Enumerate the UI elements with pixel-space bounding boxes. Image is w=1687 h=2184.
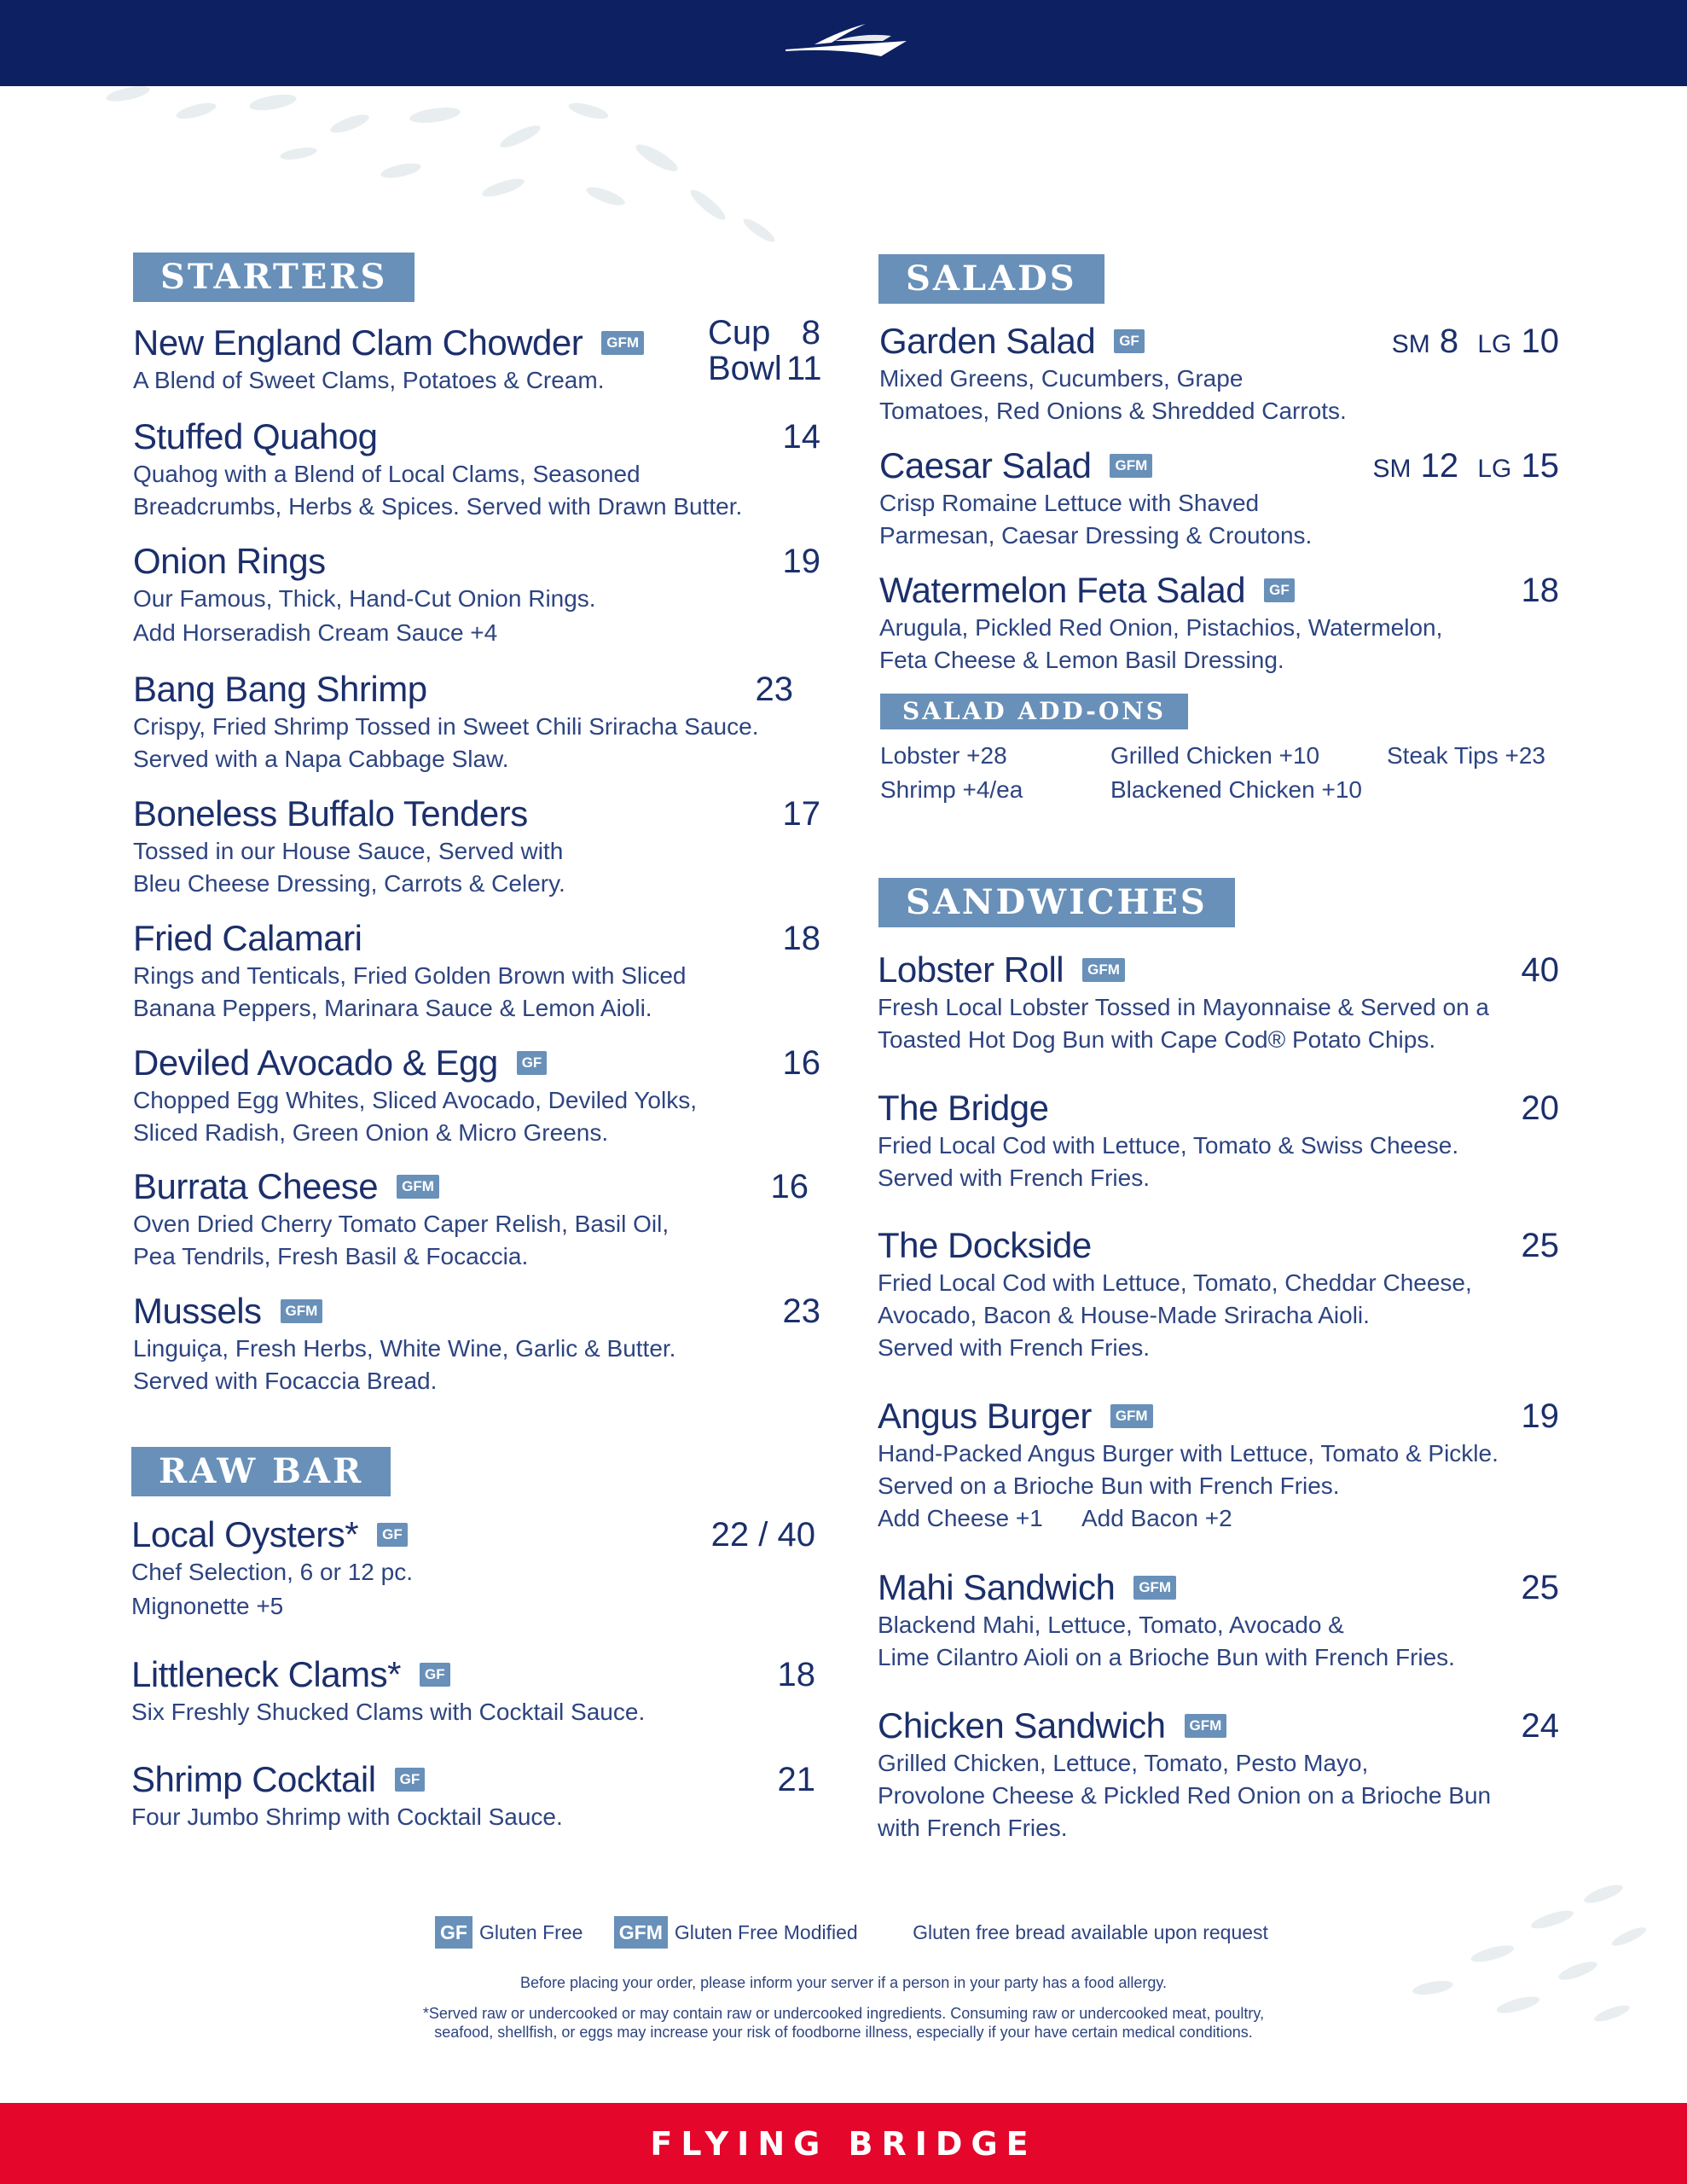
item-price: 24 (1521, 1707, 1559, 1745)
lg-price: 10 (1521, 322, 1559, 360)
item-price: 16 (782, 1044, 820, 1082)
item-description: Provolone Cheese & Pickled Red Onion on a Brioche Bun (878, 1782, 1492, 1809)
allergy-note: Before placing your order, please inform your server if a person in your party has a food allergy. (519, 1974, 1168, 1991)
gfm-badge: GFM (1110, 1404, 1153, 1428)
item-description: A Blend of Sweet Clams, Potatoes & Cream. (133, 367, 605, 393)
item-price: 23 (782, 1292, 820, 1330)
item-name: The Bridge (878, 1088, 1049, 1128)
item-description: Our Famous, Thick, Hand-Cut Onion Rings. (133, 585, 596, 612)
gf-badge: GF (1264, 578, 1295, 602)
item-description: Rings and Tenticals, Fried Golden Brown with Sliced (133, 962, 687, 989)
item-description: Feta Cheese & Lemon Basil Dressing. (879, 647, 1284, 673)
brand-name: FLYING BRIDGE (650, 2125, 1037, 2163)
lg-label: LG (1477, 455, 1512, 483)
menu-item (133, 540, 820, 651)
item-name: Chicken Sandwich (878, 1705, 1166, 1745)
item-name: Onion Rings (133, 541, 326, 581)
item-name: The Dockside (878, 1225, 1092, 1265)
item-price: 21 (777, 1761, 815, 1798)
menu-item (133, 1290, 820, 1397)
gf-badge: GF (395, 1768, 426, 1792)
fish-school-decoration-icon (77, 77, 810, 256)
item-name: Fried Calamari (133, 918, 362, 958)
sandwiches-section (878, 878, 1235, 927)
menu-item (133, 1042, 820, 1149)
menu-item (879, 320, 1559, 427)
item-description: Linguiça, Fresh Herbs, White Wine, Garlic & Butter. (133, 1335, 676, 1362)
item-description: Chef Selection, 6 or 12 pc. (131, 1559, 413, 1585)
item-name: Local Oysters* (131, 1514, 359, 1554)
item-name: Boneless Buffalo Tenders (133, 793, 528, 834)
menu-item (879, 569, 1559, 677)
section-heading-sandwiches: SANDWICHES (878, 878, 1235, 927)
addon-item: Lobster +28 (880, 742, 1007, 769)
starters-section (133, 253, 820, 302)
item-name: Garden Salad (879, 321, 1096, 361)
item-name: Watermelon Feta Salad (879, 570, 1246, 610)
item-description: Four Jumbo Shrimp with Cocktail Sauce. (131, 1804, 563, 1830)
section-heading-salad-addons: SALAD ADD-ONS (880, 694, 1188, 729)
sm-price: 12 (1420, 447, 1459, 485)
salads-section (878, 254, 1104, 304)
boat-logo-icon (780, 19, 908, 67)
gfm-legend-label: Gluten Free Modified (674, 1920, 858, 1943)
item-price: 18 (777, 1656, 815, 1693)
item-description: Crispy, Fried Shrimp Tossed in Sweet Chili Sriracha Sauce. (133, 713, 759, 740)
item-description: Pea Tendrils, Fresh Basil & Focaccia. (133, 1243, 529, 1269)
gfm-badge: GFM (601, 331, 644, 355)
gf-legend-badge: GF (435, 1916, 472, 1949)
item-price: 25 (1521, 1569, 1559, 1606)
menu-item (879, 444, 1559, 552)
item-price: 20 (1521, 1089, 1559, 1127)
item-description: Quahog with a Blend of Local Clams, Seasoned (133, 461, 641, 487)
item-price: 19 (1521, 1397, 1559, 1435)
item-price: 25 (1521, 1227, 1559, 1264)
item-description: Crisp Romaine Lettuce with Shaved (879, 490, 1260, 516)
item-description: Parmesan, Caesar Dressing & Croutons. (879, 522, 1313, 549)
item-name: Deviled Avocado & Egg (133, 1043, 498, 1083)
menu-item (131, 1513, 815, 1624)
item-price: 18 (1521, 572, 1559, 609)
sm-price: 8 (1439, 322, 1459, 360)
salad-addons-list (880, 739, 1562, 810)
gfm-legend-badge: GFM (614, 1916, 668, 1949)
menu-item (878, 1705, 1559, 1844)
item-price: 19 (782, 543, 820, 580)
menu-item (133, 917, 820, 1025)
item-name: Mahi Sandwich (878, 1567, 1116, 1607)
gfm-badge: GFM (1110, 454, 1152, 478)
addon-item: Blackened Chicken +10 (1110, 776, 1362, 803)
item-description: Mixed Greens, Cucumbers, Grape (879, 365, 1244, 392)
item-name: Burrata Cheese (133, 1166, 379, 1206)
item-description: Served with Focaccia Bread. (133, 1368, 438, 1394)
item-description: Avocado, Bacon & House-Made Sriracha Aioli. (878, 1302, 1370, 1328)
menu-item (878, 1224, 1559, 1364)
raw-bar-section (131, 1447, 391, 1496)
item-price: 16 (770, 1168, 809, 1205)
item-description: Served with a Napa Cabbage Slaw. (133, 746, 509, 772)
menu-item (878, 1395, 1559, 1535)
salad-addons-section (880, 694, 1188, 729)
item-name: Caesar Salad (879, 445, 1092, 485)
item-addon: Add Horseradish Cream Sauce +4 (133, 619, 498, 646)
item-description: Lime Cilantro Aioli on a Brioche Bun with French Fries. (878, 1644, 1455, 1670)
lg-label: LG (1477, 330, 1512, 358)
item-description: Tomatoes, Red Onions & Shredded Carrots. (879, 398, 1347, 424)
menu-item (878, 949, 1559, 1056)
sm-label: SM (1372, 455, 1412, 483)
item-name: New England Clam Chowder (133, 322, 583, 363)
gf-badge: GF (377, 1523, 408, 1547)
header-bar (0, 0, 1687, 86)
section-heading-raw-bar: RAW BAR (131, 1447, 391, 1496)
item-name: Stuffed Quahog (133, 416, 378, 456)
item-description: Served with French Fries. (878, 1334, 1150, 1361)
raw-food-warning: seafood, shellfish, or eggs may increase your risk of foodborne illness, especially if your have certain medical conditions. (434, 2024, 1253, 2041)
item-addon: Mignonette +5 (131, 1593, 284, 1619)
item-description: Oven Dried Cherry Tomato Caper Relish, Basil Oil, (133, 1211, 670, 1237)
item-description: Bleu Cheese Dressing, Carrots & Celery. (133, 870, 565, 897)
size-prices (1392, 320, 1559, 366)
item-name: Lobster Roll (878, 950, 1064, 990)
item-description: Chopped Egg Whites, Sliced Avocado, Deviled Yolks, (133, 1087, 698, 1113)
item-name: Littleneck Clams* (131, 1654, 401, 1694)
gfm-badge: GFM (397, 1175, 439, 1199)
raw-food-warning: *Served raw or undercooked or may contain raw or undercooked ingredients. Consuming raw or undercooked meat, poultry, (422, 2005, 1265, 2022)
cup-price: 8 (801, 314, 820, 351)
gfm-badge: GFM (1185, 1714, 1227, 1738)
item-description: Grilled Chicken, Lettuce, Tomato, Pesto Mayo, (878, 1750, 1369, 1776)
item-price: 17 (782, 795, 820, 833)
item-description: Tossed in our House Sauce, Served with (133, 838, 564, 864)
menu-item (133, 1165, 820, 1273)
cup-label: Cup (708, 314, 771, 351)
gf-legend-label: Gluten Free (478, 1920, 583, 1943)
item-description: Blackend Mahi, Lettuce, Tomato, Avocado & (878, 1612, 1344, 1638)
item-description: Hand-Packed Angus Burger with Lettuce, Tomato & Pickle. (878, 1440, 1499, 1467)
item-price: 23 (755, 671, 793, 708)
menu-item (878, 1566, 1559, 1674)
item-name: Bang Bang Shrimp (133, 669, 427, 709)
item-addon: Add Cheese +1 Add Bacon +2 (878, 1505, 1232, 1531)
item-description: Fresh Local Lobster Tossed in Mayonnaise & Served on a (878, 994, 1490, 1020)
item-price: 18 (782, 920, 820, 957)
item-description: with French Fries. (878, 1815, 1068, 1841)
menu-item (133, 793, 820, 900)
item-description: Arugula, Pickled Red Onion, Pistachios, Watermelon, (879, 614, 1443, 641)
item-description: Sliced Radish, Green Onion & Micro Greens. (133, 1119, 609, 1146)
item-name: Mussels (133, 1291, 262, 1331)
item-description: Fried Local Cod with Lettuce, Tomato, Cheddar Cheese, (878, 1269, 1472, 1296)
footer-bar (0, 2103, 1687, 2184)
item-price: 22 / 40 (710, 1516, 815, 1554)
section-heading-starters: STARTERS (133, 253, 415, 302)
cup-bowl-prices (708, 315, 820, 386)
item-price: 14 (782, 418, 820, 456)
gfm-badge: GFM (1133, 1576, 1176, 1600)
bowl-price: 11 (786, 350, 822, 387)
menu-item (131, 1653, 815, 1728)
size-prices (1372, 444, 1559, 491)
item-name: Angus Burger (878, 1396, 1092, 1436)
menu-item (133, 314, 822, 397)
addon-item: Steak Tips +23 (1387, 742, 1546, 769)
gf-badge: GF (420, 1663, 450, 1687)
section-heading-salads: SALADS (878, 254, 1104, 304)
item-description: Banana Peppers, Marinara Sauce & Lemon Aioli. (133, 995, 652, 1021)
addon-item: Grilled Chicken +10 (1110, 742, 1320, 769)
item-name: Shrimp Cocktail (131, 1759, 376, 1799)
gf-badge: GF (1114, 329, 1145, 353)
gfm-badge: GFM (1082, 958, 1125, 982)
menu-item (133, 415, 820, 523)
gluten-free-bread-note: Gluten free bread available upon request (913, 1920, 1268, 1943)
dietary-legend (435, 1916, 1294, 1949)
item-description: Toasted Hot Dog Bun with Cape Cod® Potato Chips. (878, 1026, 1436, 1053)
menu-item (131, 1758, 815, 1833)
gf-badge: GF (517, 1051, 548, 1075)
lg-price: 15 (1521, 447, 1559, 485)
item-description: Breadcrumbs, Herbs & Spices. Served with Drawn Butter. (133, 493, 743, 520)
item-description: Six Freshly Shucked Clams with Cocktail Sauce. (131, 1699, 646, 1725)
gfm-badge: GFM (281, 1299, 323, 1323)
addon-item: Shrimp +4/ea (880, 776, 1023, 803)
item-description: Served with French Fries. (878, 1165, 1150, 1191)
menu-item (133, 668, 820, 775)
sm-label: SM (1391, 330, 1430, 358)
item-price: 40 (1521, 951, 1559, 989)
bowl-label: Bowl (708, 350, 782, 387)
menu-item (878, 1087, 1559, 1194)
item-description: Fried Local Cod with Lettuce, Tomato & Swiss Cheese. (878, 1132, 1459, 1159)
item-description: Served on a Brioche Bun with French Fries. (878, 1472, 1340, 1499)
